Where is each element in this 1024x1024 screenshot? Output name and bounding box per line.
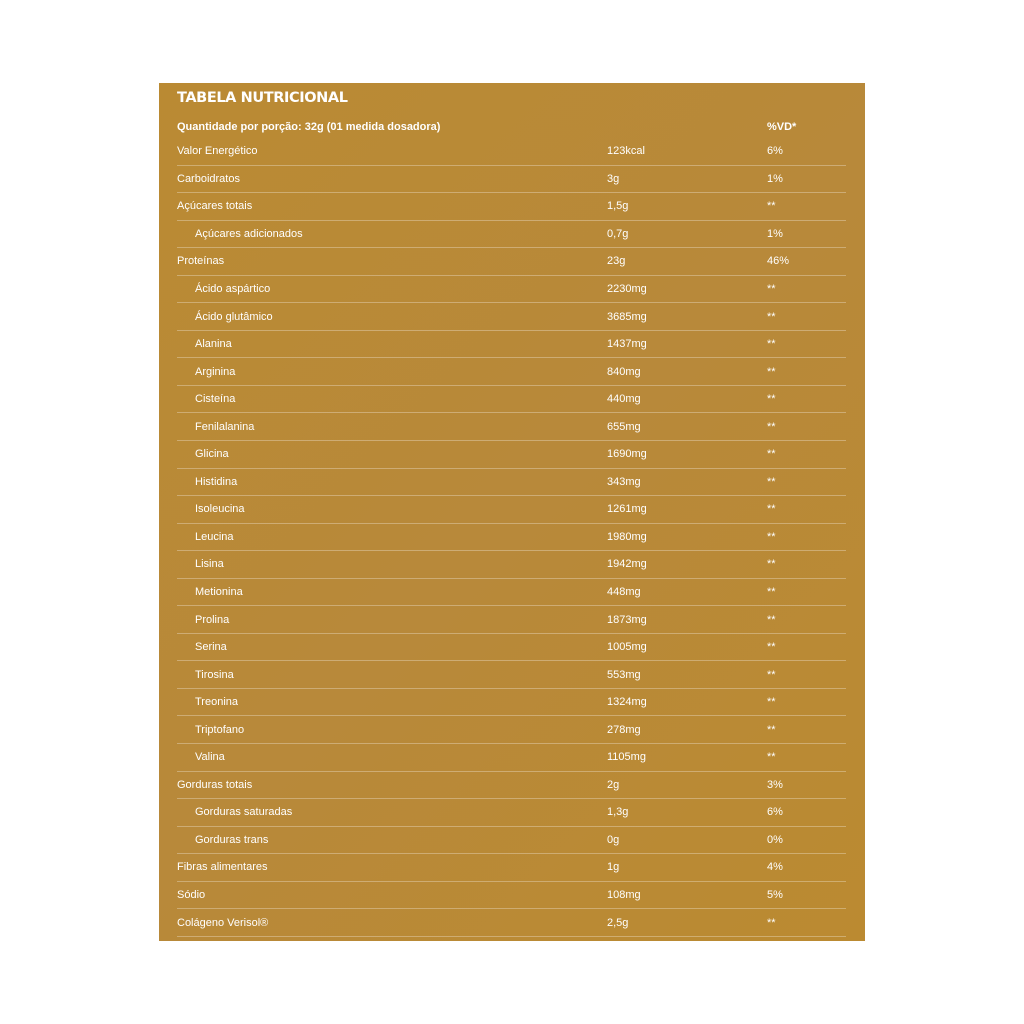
table-row xyxy=(177,276,846,304)
nutrient-amount: 2230mg xyxy=(607,283,647,295)
nutrient-amount: 1437mg xyxy=(607,338,647,351)
nutrient-name: Açúcares adicionados xyxy=(195,227,303,240)
nutrient-daily-value: 0% xyxy=(767,833,783,846)
nutrient-name: Prolina xyxy=(195,613,230,626)
nutrient-amount: 2,5g xyxy=(607,916,629,929)
nutrient-daily-value: ** xyxy=(767,723,776,736)
nutrition-facts-panel xyxy=(159,83,865,941)
table-row xyxy=(177,799,846,827)
nutrient-amount: 123kcal xyxy=(607,145,645,158)
table-row xyxy=(177,358,846,386)
nutrient-name: Valor Energético xyxy=(177,145,258,158)
nutrient-daily-value: ** xyxy=(767,641,776,654)
table-row xyxy=(177,193,846,221)
nutrient-daily-value: ** xyxy=(767,613,776,626)
nutrient-amount: 3685mg xyxy=(607,310,647,323)
table-row xyxy=(177,248,846,276)
nutrient-name: Valina xyxy=(195,751,225,764)
table-row xyxy=(177,606,846,634)
nutrition-table xyxy=(177,138,846,937)
table-row xyxy=(177,413,846,441)
nutrient-amount: 0g xyxy=(607,833,620,846)
table-row xyxy=(177,909,846,937)
table-row xyxy=(177,138,846,166)
nutrient-amount: 278mg xyxy=(607,723,641,736)
table-row xyxy=(177,166,846,194)
nutrient-name: Fibras alimentares xyxy=(177,861,268,874)
nutrient-amount: 1,5g xyxy=(607,200,629,213)
nutrient-name: Proteínas xyxy=(177,255,225,268)
nutrient-daily-value: 3% xyxy=(767,778,783,791)
nutrient-amount: 1690mg xyxy=(607,448,647,461)
table-row xyxy=(177,634,846,662)
nutrient-amount: 1005mg xyxy=(607,641,647,654)
nutrient-amount: 655mg xyxy=(607,420,641,433)
nutrient-amount: 343mg xyxy=(607,475,641,488)
nutrient-daily-value: 4% xyxy=(767,861,783,874)
nutrient-daily-value: ** xyxy=(767,586,776,599)
nutrient-amount: 2g xyxy=(607,778,620,791)
nutrient-amount: 108mg xyxy=(607,889,641,902)
table-row xyxy=(177,854,846,882)
table-row xyxy=(177,524,846,552)
nutrient-daily-value: 46% xyxy=(767,255,790,268)
table-row xyxy=(177,882,846,910)
table-row xyxy=(177,303,846,331)
nutrient-amount: 1105mg xyxy=(607,751,646,764)
table-row xyxy=(177,716,846,744)
nutrient-daily-value: ** xyxy=(767,751,776,764)
nutrient-name: Gorduras saturadas xyxy=(195,806,293,819)
table-row xyxy=(177,579,846,607)
table-row xyxy=(177,661,846,689)
nutrient-name: Metionina xyxy=(195,586,243,599)
nutrient-daily-value: ** xyxy=(767,338,776,351)
nutrient-daily-value: ** xyxy=(767,503,776,516)
nutrient-amount: 553mg xyxy=(607,668,641,681)
nutrient-daily-value: ** xyxy=(767,558,776,571)
nutrient-daily-value: ** xyxy=(767,696,776,709)
nutrient-daily-value: ** xyxy=(767,393,776,406)
nutrient-name: Alanina xyxy=(195,338,232,351)
portion-size-label: Quantidade por porção: 32g (01 medida dosadora) xyxy=(177,121,441,133)
nutrient-daily-value: ** xyxy=(767,283,776,295)
nutrient-daily-value: ** xyxy=(767,365,776,378)
nutrient-daily-value: ** xyxy=(767,448,776,461)
nutrient-daily-value: 6% xyxy=(767,806,783,819)
table-row xyxy=(177,689,846,717)
nutrient-amount: 1873mg xyxy=(607,613,647,626)
nutrient-name: Serina xyxy=(195,641,227,654)
nutrient-daily-value: ** xyxy=(767,916,776,929)
nutrient-name: Leucina xyxy=(195,530,234,543)
nutrient-amount: 1,3g xyxy=(607,806,629,819)
nutrient-daily-value: ** xyxy=(767,530,776,543)
nutrient-amount: 440mg xyxy=(607,393,641,406)
table-row xyxy=(177,331,846,359)
nutrient-amount: 1942mg xyxy=(607,558,647,571)
nutrient-amount: 1g xyxy=(607,861,620,874)
table-row xyxy=(177,221,846,249)
nutrient-name: Fenilalanina xyxy=(195,420,255,433)
nutrient-amount: 840mg xyxy=(607,365,641,378)
nutrient-name: Treonina xyxy=(195,696,239,709)
table-row xyxy=(177,551,846,579)
nutrient-daily-value: ** xyxy=(767,475,776,488)
nutrient-daily-value: ** xyxy=(767,200,776,213)
nutrient-name: Carboidratos xyxy=(177,172,240,185)
table-title: TABELA NUTRICIONAL xyxy=(177,90,348,106)
nutrient-amount: 448mg xyxy=(607,586,641,599)
table-row xyxy=(177,469,846,497)
table-row xyxy=(177,496,846,524)
nutrient-name: Cisteína xyxy=(195,393,236,406)
table-row xyxy=(177,441,846,469)
nutrient-name: Lisina xyxy=(195,558,224,571)
table-row xyxy=(177,827,846,855)
table-row xyxy=(177,772,846,800)
nutrient-name: Tirosina xyxy=(195,668,234,681)
nutrient-daily-value: 1% xyxy=(767,172,783,185)
nutrient-amount: 1324mg xyxy=(607,696,647,709)
nutrient-name: Isoleucina xyxy=(195,503,245,516)
nutrient-daily-value: ** xyxy=(767,668,776,681)
daily-value-header: %VD* xyxy=(767,121,797,133)
table-row xyxy=(177,386,846,414)
nutrient-name: Ácido aspártico xyxy=(195,283,271,295)
nutrient-amount: 1261mg xyxy=(607,503,647,516)
nutrient-name: Ácido glutâmico xyxy=(195,310,273,323)
nutrient-amount: 23g xyxy=(607,255,626,268)
nutrient-amount: 0,7g xyxy=(607,227,629,240)
nutrient-name: Gorduras totais xyxy=(177,778,253,791)
table-header xyxy=(177,119,846,135)
nutrient-name: Açúcares totais xyxy=(177,200,253,213)
nutrient-name: Sódio xyxy=(177,889,206,902)
nutrient-daily-value: 5% xyxy=(767,889,783,902)
table-row xyxy=(177,744,846,772)
nutrient-amount: 3g xyxy=(607,172,620,185)
nutrient-name: Gorduras trans xyxy=(195,833,269,846)
nutrient-daily-value: 1% xyxy=(767,227,783,240)
nutrient-name: Triptofano xyxy=(195,723,245,736)
nutrient-name: Glicina xyxy=(195,448,229,461)
nutrient-daily-value: ** xyxy=(767,420,776,433)
nutrient-amount: 1980mg xyxy=(607,530,647,543)
nutrient-name: Arginina xyxy=(195,365,236,378)
nutrient-name: Histidina xyxy=(195,475,238,488)
nutrient-daily-value: 6% xyxy=(767,145,783,158)
nutrient-daily-value: ** xyxy=(767,310,776,323)
nutrient-name: Colágeno Verisol® xyxy=(177,916,269,929)
